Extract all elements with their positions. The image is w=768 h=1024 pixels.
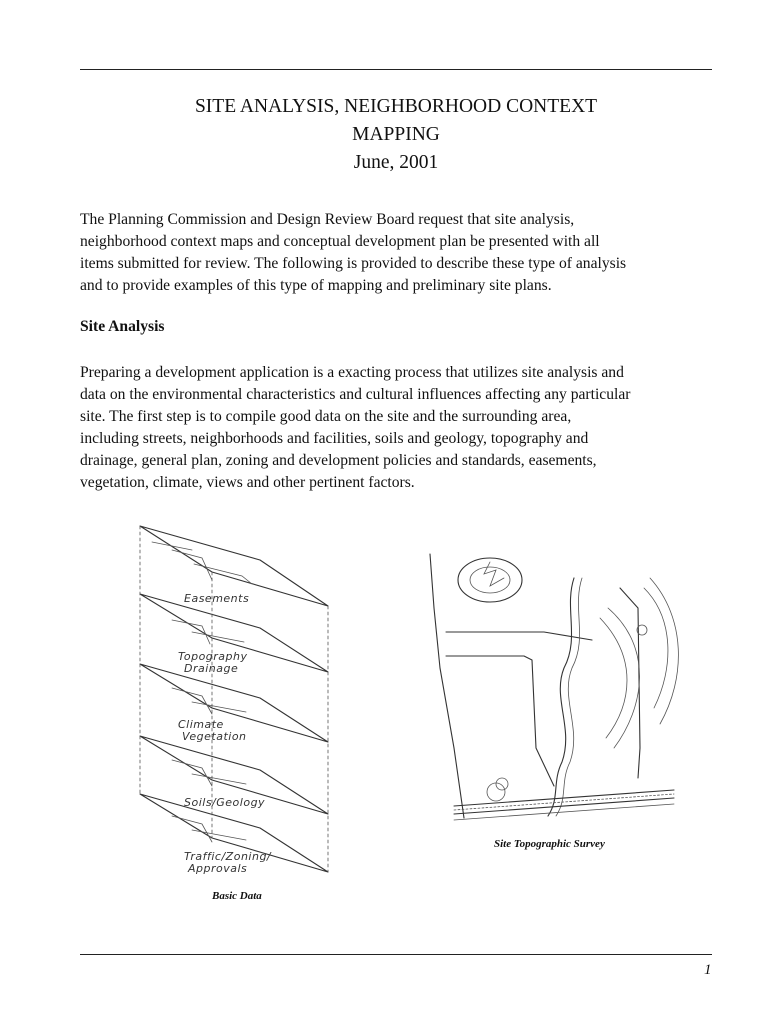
layer-label: Climate (178, 718, 224, 731)
body-line: site. The first step is to compile good data on the site and the surrounding area, (80, 408, 572, 425)
intro-line: neighborhood context maps and conceptual development plan be presented with all (80, 233, 600, 250)
layer-label: Topography (178, 650, 248, 663)
layer-climate (140, 664, 328, 743)
intro-paragraph (80, 209, 720, 297)
creek-path (548, 578, 582, 816)
layer-label: Easements (184, 592, 250, 605)
top-rule (80, 69, 712, 70)
survey-caption: Site Topographic Survey (494, 838, 605, 850)
title-line-3: June, 2001 (353, 152, 439, 173)
title-line-1: SITE ANALYSIS, NEIGHBORHOOD CONTEXT (194, 96, 598, 117)
layer-label: Traffic/Zoning/ (184, 850, 272, 863)
trees (487, 778, 508, 801)
title-line-2: MAPPING (352, 124, 440, 145)
hill-contours (458, 558, 522, 602)
body-line: data on the environmental characteristics and cultural influences affecting any particular (80, 386, 631, 403)
bottom-rule (80, 954, 712, 955)
layer-label: Drainage (184, 662, 239, 675)
section-heading: Site Analysis (80, 318, 165, 335)
body-line: drainage, general plan, zoning and development policies and standards, easements, (80, 452, 597, 469)
body-line: Preparing a development application is a exacting process that utilizes site analysis and (80, 364, 624, 381)
intro-line: items submitted for review. The following is provided to describe these type of analysis (80, 255, 627, 272)
site-survey-sketch (424, 548, 688, 830)
layer-label: Vegetation (182, 730, 247, 743)
body-line: vegetation, climate, views and other pertinent factors. (80, 474, 415, 491)
layer-label: Approvals (188, 862, 248, 875)
document-title (80, 93, 712, 177)
layer-topography (140, 594, 328, 675)
intro-line: and to provide examples of this type of mapping and preliminary site plans. (80, 277, 552, 294)
basic-data-sketch (132, 520, 336, 885)
layer-label: Soils/Geology (184, 796, 266, 809)
body-line: including streets, neighborhoods and facilities, soils and geology, topography and (80, 430, 589, 447)
layer-easements (140, 526, 328, 606)
site-boundary (430, 554, 640, 818)
intro-line: The Planning Commission and Design Review Board request that site analysis, (80, 211, 575, 228)
site-analysis-paragraph (80, 362, 720, 494)
page-number: 1 (704, 962, 712, 978)
basic-data-caption: Basic Data (212, 890, 262, 902)
